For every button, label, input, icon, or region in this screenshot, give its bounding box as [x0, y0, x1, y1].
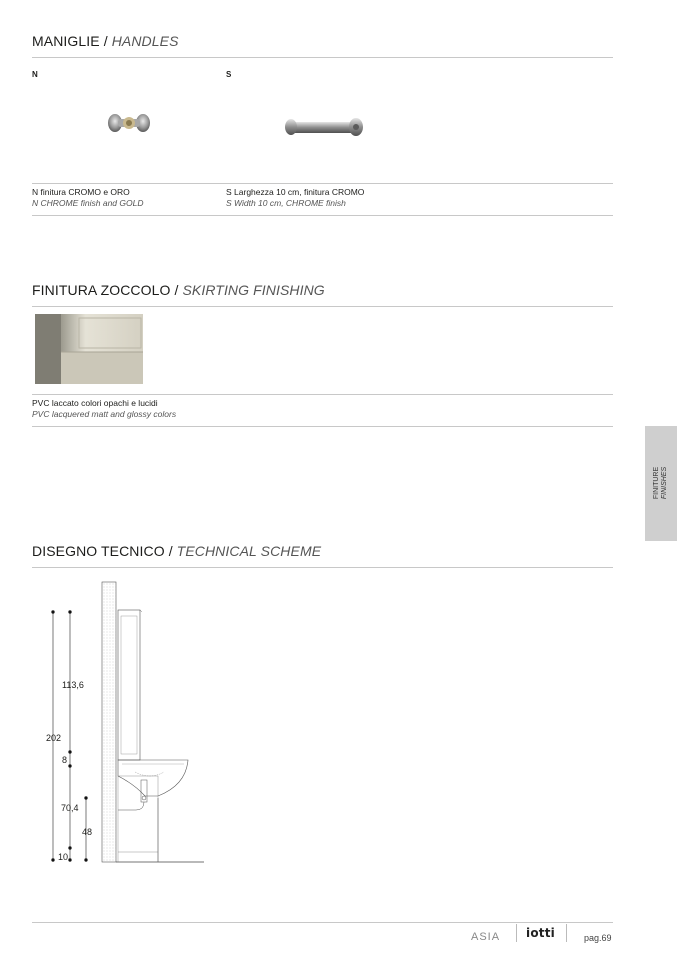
handle-s-caption-it: S Larghezza 10 cm, finitura CROMO [226, 187, 365, 197]
dim-label-total: 202 [46, 733, 62, 743]
handle-s-caption [226, 187, 364, 209]
handles-title-it: MANIGLIE / [32, 33, 112, 49]
divider [32, 567, 613, 568]
skirting-caption-en: PVC lacquered matt and glossy colors [32, 409, 177, 419]
dim-label-middle: 70,4 [61, 803, 79, 813]
footer-separator [516, 924, 517, 942]
skirting-caption-it: PVC laccato colori opachi e lucidi [32, 398, 158, 408]
side-tab-label-en: FINISHES [661, 466, 668, 500]
basin [118, 760, 188, 796]
dim-label-drain: 48 [82, 827, 93, 837]
handle-s-caption-en: S Width 10 cm, CHROME finish [226, 198, 346, 208]
technical-drawing [40, 580, 210, 870]
side-tab-label [653, 467, 669, 499]
skirting-title-it: FINITURA ZOCCOLO / [32, 282, 183, 298]
divider [32, 57, 613, 58]
handle-code-s: S [226, 70, 232, 79]
divider [32, 306, 613, 307]
side-tab-finishes[interactable] [645, 426, 677, 541]
handle-s-image [282, 115, 366, 141]
skirting-section-title [32, 282, 325, 298]
handles-section-title [32, 33, 179, 49]
dim-label-upper: 113,6 [62, 680, 84, 690]
dim-label-base: 10 [58, 852, 69, 862]
skirting-caption [32, 398, 176, 420]
handle-code-n: N [32, 70, 38, 79]
skirting-title-en: SKIRTING FINISHING [182, 282, 325, 298]
brand-logo: iotti [526, 926, 555, 940]
handle-n-image [106, 110, 152, 136]
skirting-image [35, 314, 143, 384]
technical-title-en: TECHNICAL SCHEME [176, 543, 322, 559]
divider [32, 426, 613, 427]
side-tab-label-it: FINITURE [653, 466, 660, 500]
handle-n-caption-it: N finitura CROMO e ORO [32, 187, 130, 197]
wall [102, 582, 116, 862]
footer-separator [566, 924, 567, 942]
mirror-cabinet [118, 610, 140, 760]
divider [32, 394, 613, 395]
collection-name: ASIA [471, 931, 501, 943]
handles-title-en: HANDLES [111, 33, 179, 49]
page-number: pag.69 [584, 933, 612, 943]
handle-n-caption [32, 187, 143, 209]
technical-section-title [32, 543, 321, 559]
technical-title-it: DISEGNO TECNICO / [32, 543, 177, 559]
divider [32, 183, 613, 184]
footer-divider [32, 922, 613, 923]
handle-n-caption-en: N CHROME finish and GOLD [32, 198, 144, 208]
dim-label-gap: 8 [62, 755, 68, 765]
divider [32, 215, 613, 216]
